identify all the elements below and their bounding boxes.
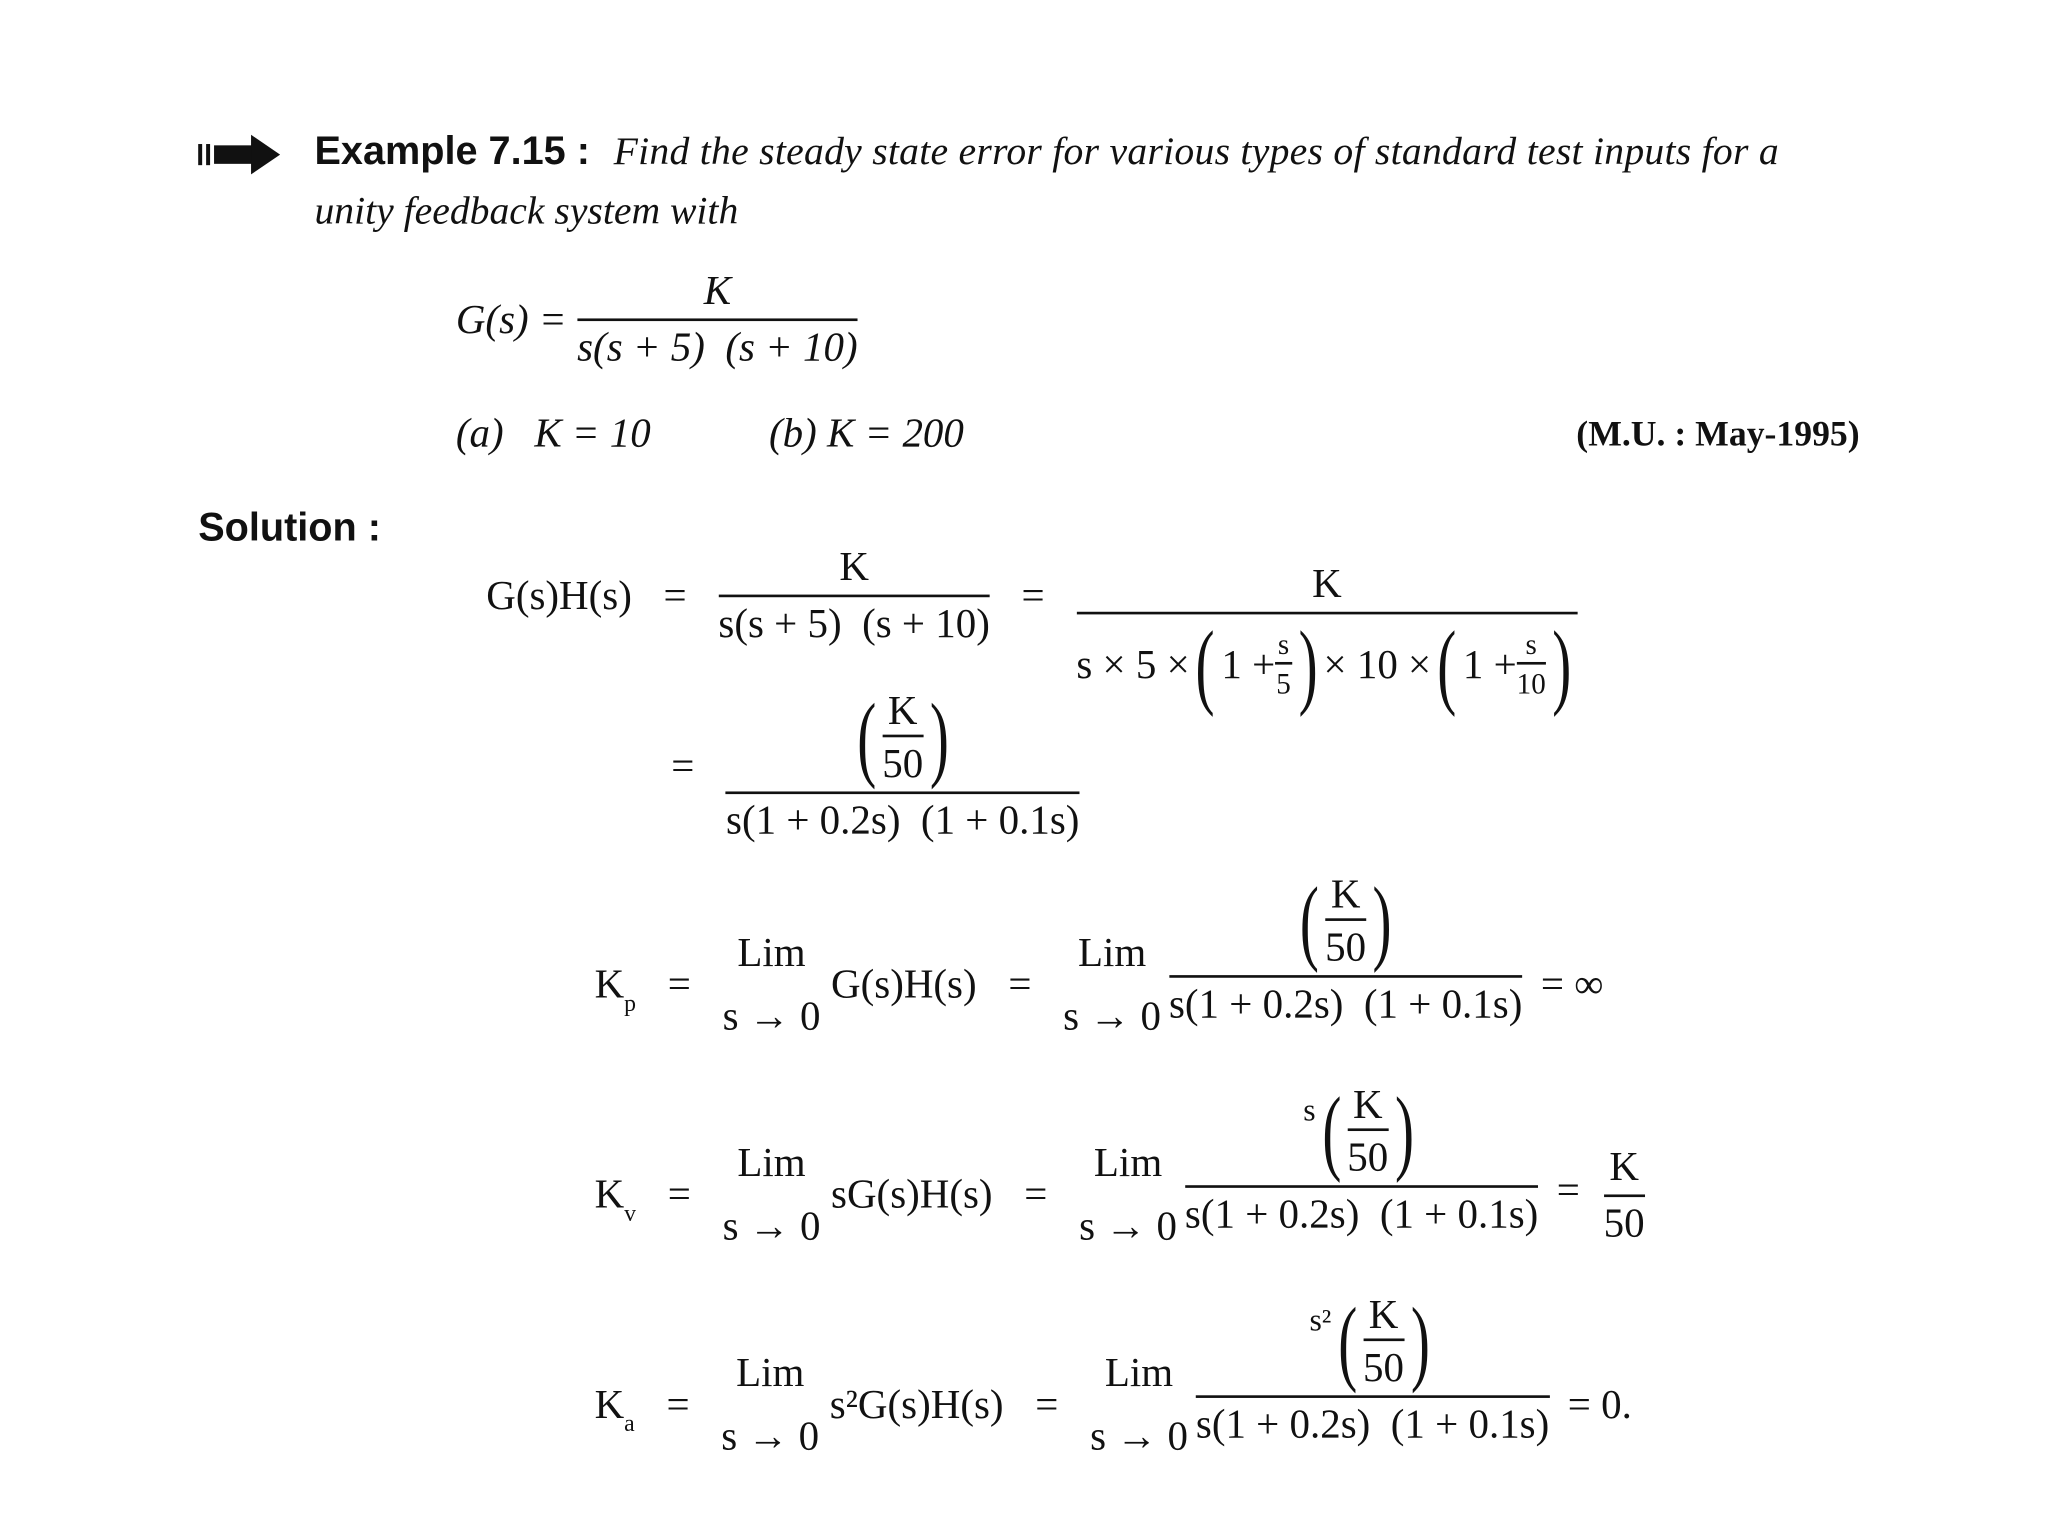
s-prefix: s xyxy=(1303,1094,1316,1129)
limit-fraction xyxy=(1195,1287,1550,1447)
k-over-50 xyxy=(1316,1077,1420,1184)
solution-lhs: G(s)H(s) xyxy=(486,571,632,618)
denominator: s(1 + 0.2s) (1 + 0.1s) xyxy=(1184,1189,1539,1237)
equals-sign: = xyxy=(1556,1166,1580,1214)
lim: Lim xyxy=(737,928,806,976)
numerator: K xyxy=(1609,1142,1639,1189)
parenthesized-term xyxy=(1431,611,1577,718)
lim2-to: s → 0 xyxy=(1090,1412,1188,1459)
limit-operator xyxy=(721,1341,819,1468)
numerator: K xyxy=(839,543,869,590)
label: K xyxy=(594,1170,625,1217)
denominator: 50 xyxy=(882,739,924,787)
label: K xyxy=(594,960,625,1007)
left-paren: ( xyxy=(1299,867,1319,974)
denominator: 50 xyxy=(1347,1133,1389,1180)
left-paren: ( xyxy=(1196,611,1216,718)
lim2-to: s → 0 xyxy=(1063,992,1162,1039)
lim-to: s → 0 xyxy=(722,1202,821,1249)
k-over-50 xyxy=(1331,1287,1435,1394)
denominator: s(1 + 0.2s) (1 + 0.1s) xyxy=(1168,979,1523,1027)
equals-sign: = xyxy=(1024,1170,1048,1217)
limit-expression: G(s)H(s) xyxy=(831,960,977,1007)
result: = 0. xyxy=(1567,1380,1632,1428)
right-paren: ) xyxy=(929,684,949,791)
given-numerator: K xyxy=(703,266,732,314)
simplified-equation xyxy=(671,684,1080,844)
case-b-label: (b) xyxy=(768,409,817,456)
denominator: 50 xyxy=(1603,1199,1645,1246)
denominator-part: × 10 × xyxy=(1323,640,1432,688)
given-denominator: s(s + 5) (s + 10) xyxy=(577,323,858,370)
right-paren: ) xyxy=(1552,611,1572,718)
equals-sign: = xyxy=(1021,571,1045,618)
denominator: 50 xyxy=(1325,922,1367,970)
s-prefix: s² xyxy=(1309,1304,1332,1339)
solution-equation xyxy=(486,478,1577,718)
left-paren: ( xyxy=(1321,1077,1341,1184)
arrow-right-icon xyxy=(196,132,283,184)
example-line-1 xyxy=(314,129,1778,174)
sub: a xyxy=(624,1409,635,1437)
denominator xyxy=(1076,611,1577,718)
numerator: K xyxy=(1368,1290,1399,1337)
example-label: Example 7.15 : xyxy=(314,129,590,174)
equals-sign: = xyxy=(666,1380,690,1428)
k-fraction xyxy=(882,687,923,787)
solution-label: Solution : xyxy=(198,506,381,550)
limit-operator xyxy=(723,921,821,1048)
right-paren: ) xyxy=(1410,1287,1430,1394)
solution-fraction-1 xyxy=(718,543,989,647)
limit-operator xyxy=(723,1131,821,1258)
example-line-2: unity feedback system with xyxy=(314,188,739,233)
equals-sign: = xyxy=(667,960,691,1007)
s-over-10 xyxy=(1517,628,1546,702)
denominator: 50 xyxy=(1363,1343,1404,1390)
numerator: K xyxy=(1352,1080,1383,1127)
case-b-value: K = 200 xyxy=(827,409,964,456)
s-over-5 xyxy=(1275,628,1292,702)
term-text: 1 + xyxy=(1462,640,1517,688)
numerator xyxy=(1298,1077,1425,1184)
equals-sign: = xyxy=(1035,1380,1059,1428)
error-constant-kv xyxy=(594,1077,1645,1258)
lim2: Lim xyxy=(1104,1349,1174,1396)
k-over-50 xyxy=(1293,867,1397,974)
left-paren: ( xyxy=(856,684,876,791)
left-paren: ( xyxy=(1337,1287,1357,1394)
error-constant-ka xyxy=(594,1287,1632,1468)
case-a xyxy=(456,410,651,458)
constant-label xyxy=(594,1380,635,1437)
result-fraction xyxy=(1604,1142,1645,1246)
result xyxy=(1557,1142,1645,1246)
lim: Lim xyxy=(737,1138,806,1186)
denominator: 10 xyxy=(1516,667,1546,701)
k-fraction xyxy=(1325,870,1366,970)
denominator: s(1 + 0.2s) (1 + 0.1s) xyxy=(1195,1399,1550,1447)
result: = ∞ xyxy=(1540,960,1604,1007)
lim2: Lim xyxy=(1077,928,1147,976)
lim-to: s → 0 xyxy=(722,992,821,1039)
given-transfer-function xyxy=(456,267,858,371)
denominator: s(s + 5) (s + 10) xyxy=(718,599,990,647)
error-constant-kp xyxy=(594,867,1604,1048)
numerator xyxy=(1304,1287,1441,1394)
limit-expression: sG(s)H(s) xyxy=(831,1170,993,1217)
numerator: s xyxy=(1277,627,1290,661)
lim-to: s → 0 xyxy=(721,1412,820,1459)
numerator: K xyxy=(1312,560,1342,607)
lim2: Lim xyxy=(1093,1138,1163,1186)
sub: p xyxy=(624,989,637,1017)
sub: v xyxy=(624,1199,637,1227)
right-paren: ) xyxy=(1394,1077,1414,1184)
numerator: K xyxy=(887,687,918,734)
case-a-value: K = 10 xyxy=(534,409,651,456)
limit-operator xyxy=(1090,1341,1188,1468)
given-fraction xyxy=(577,267,858,371)
k-fraction xyxy=(1363,1290,1404,1390)
numerator xyxy=(1288,867,1403,974)
source-reference: (M.U. : May-1995) xyxy=(1576,413,1860,454)
case-b xyxy=(769,410,964,458)
example-text: Find the steady state error for various types of standard test inputs for a xyxy=(613,129,1779,174)
limit-expression: s²G(s)H(s) xyxy=(829,1380,1004,1428)
equals-sign: = xyxy=(667,1170,691,1217)
denominator: 5 xyxy=(1276,667,1291,701)
given-lhs: G(s) = xyxy=(455,295,567,342)
limit-fraction xyxy=(1168,867,1523,1027)
equals-sign: = xyxy=(1008,960,1032,1007)
lim: Lim xyxy=(736,1349,805,1396)
denominator-part: s × 5 × xyxy=(1076,640,1190,688)
simplified-fraction xyxy=(726,684,1080,844)
constant-label xyxy=(594,1170,637,1227)
solution-fraction-2 xyxy=(1076,560,1577,718)
limit-operator xyxy=(1063,921,1161,1048)
limit-fraction xyxy=(1184,1077,1539,1237)
term-text: 1 + xyxy=(1221,640,1276,688)
numerator: K xyxy=(1330,870,1361,917)
k-fraction xyxy=(1347,1080,1388,1180)
case-a-label: (a) xyxy=(455,409,504,456)
limit-operator xyxy=(1079,1131,1177,1258)
numerator: s xyxy=(1525,627,1537,661)
equals-sign: = xyxy=(663,571,687,618)
lim2-to: s → 0 xyxy=(1079,1202,1177,1249)
parenthesized-term xyxy=(1190,611,1324,718)
right-paren: ) xyxy=(1372,867,1392,974)
label: K xyxy=(594,1380,625,1428)
left-paren: ( xyxy=(1437,611,1457,718)
right-paren: ) xyxy=(1298,611,1318,718)
constant-label xyxy=(594,960,637,1017)
k-over-50 xyxy=(845,684,960,791)
equals-sign: = xyxy=(671,741,695,789)
denominator: s(1 + 0.2s) (1 + 0.1s) xyxy=(726,796,1080,843)
